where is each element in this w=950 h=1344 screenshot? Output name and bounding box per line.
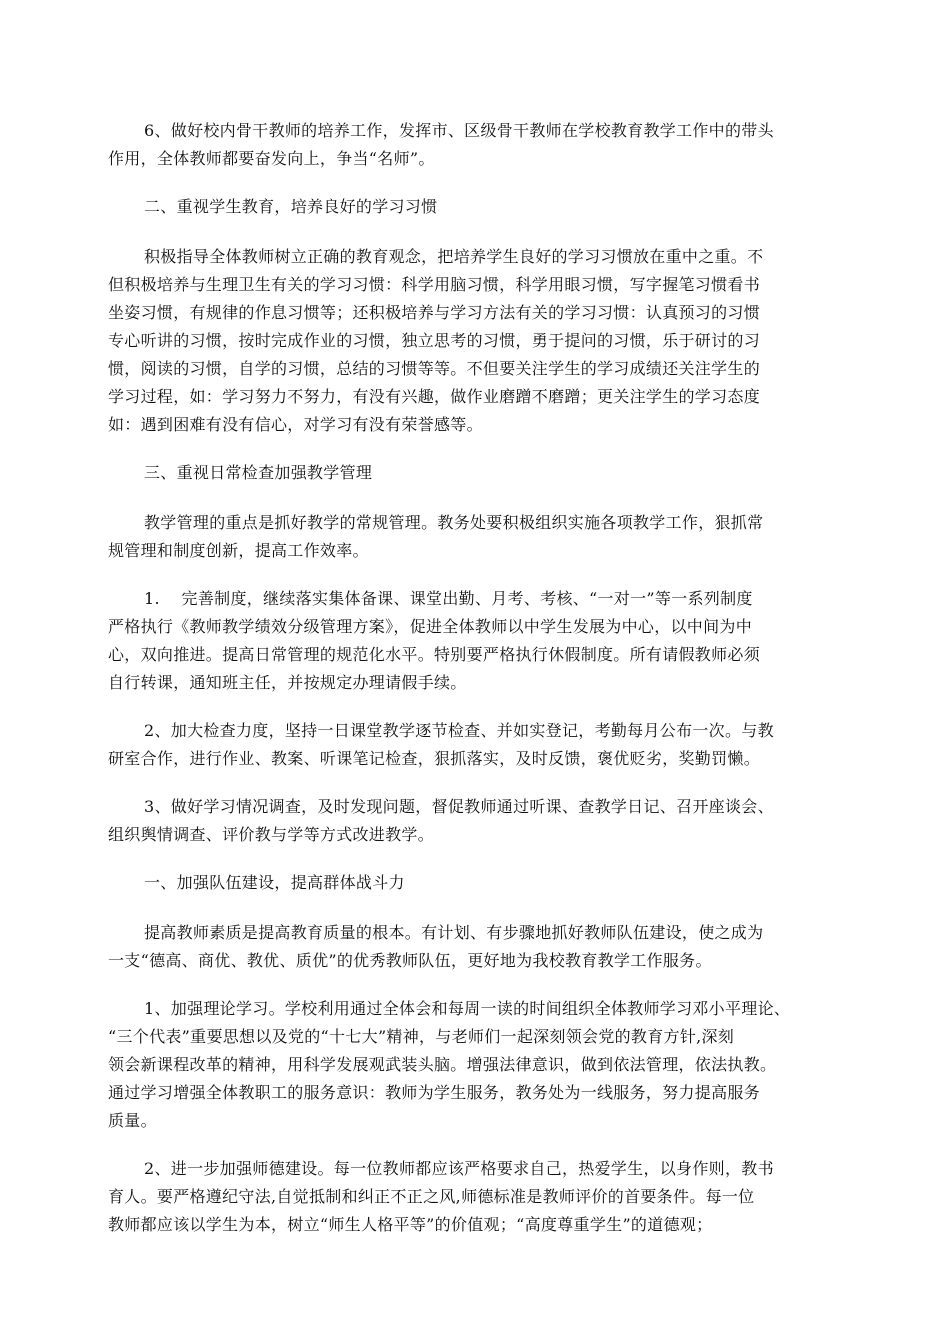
text-line: 积极指导全体教师树立正确的教育观念，把培养学生良好的学习习惯放在重中之重。不 xyxy=(144,247,764,266)
body-paragraph xyxy=(108,243,842,439)
text-line: 一支“德高、商优、教优、质优”的优秀教师队伍，更好地为我校教育教学工作服务。 xyxy=(108,951,712,970)
text-line: 1. 完善制度，继续落实集体备课、课堂出勤、月考、考核、“一对一”等一系列制度 xyxy=(144,589,753,608)
text-line: 育人。要严格遵纪守法,自觉抵制和纠正不正之风,师德标准是教师评价的首要条件。每一位 xyxy=(108,1187,755,1206)
body-paragraph xyxy=(108,995,842,1135)
text-line: 组织舆情调查、评价教与学等方式改进教学。 xyxy=(108,825,435,844)
text-line: 1、加强理论学习。学校利用通过全体会和每周一读的时间组织全体教师学习邓小平理论、 xyxy=(144,999,791,1018)
text-line: “三个代表”重要思想以及党的“十七大”精神，与老师们一起深刻领会党的教育方针,深刻 xyxy=(108,1027,735,1046)
text-line: 3、做好学习情况调查，及时发现问题，督促教师通过听课、查教学日记、召开座谈会、 xyxy=(144,797,774,816)
text-line: 2、加大检查力度，坚持一日课堂教学逐节检查、并如实登记，考勤每月公布一次。与教 xyxy=(144,721,774,740)
text-line: 一、加强队伍建设，提高群体战斗力 xyxy=(144,873,405,892)
body-paragraph xyxy=(108,117,842,173)
text-line: 通过学习增强全体教职工的服务意识：教师为学生服务，教务处为一线服务，努力提高服务 xyxy=(108,1083,761,1102)
text-line: 6、做好校内骨干教师的培养工作，发挥市、区级骨干教师在学校教育教学工作中的带头 xyxy=(144,121,774,140)
text-line: 心，双向推进。提高日常管理的规范化水平。特别要严格执行休假制度。所有请假教师必须 xyxy=(108,645,761,664)
text-line: 2、进一步加强师德建设。每一位教师都应该严格要求自己，热爱学生，以身作则，教书 xyxy=(144,1159,774,1178)
text-line: 但积极培养与生理卫生有关的学习习惯：科学用脑习惯，科学用眼习惯，写字握笔习惯看书 xyxy=(108,275,761,294)
document-page xyxy=(108,117,842,1259)
text-line: 自行转课，通知班主任，并按规定办理请假手续。 xyxy=(108,673,467,692)
text-line: 二、重视学生教育，培养良好的学习习惯 xyxy=(144,197,438,216)
section-heading xyxy=(108,459,842,487)
text-line: 三、重视日常检查加强教学管理 xyxy=(144,463,373,482)
body-paragraph xyxy=(108,1155,842,1239)
section-heading xyxy=(108,193,842,221)
text-line: 惯，阅读的习惯，自学的习惯，总结的习惯等等。不但要关注学生的学习成绩还关注学生的 xyxy=(108,359,761,378)
body-paragraph xyxy=(108,919,842,975)
text-line: 教学管理的重点是抓好教学的常规管理。教务处要积极组织实施各项教学工作，狠抓常 xyxy=(144,513,764,532)
body-paragraph xyxy=(108,717,842,773)
text-line: 坐姿习惯，有规律的作息习惯等；还积极培养与学习方法有关的学习习惯：认真预习的习惯 xyxy=(108,303,761,322)
text-line: 专心听讲的习惯，按时完成作业的习惯，独立思考的习惯，勇于提问的习惯，乐于研讨的习 xyxy=(108,331,761,350)
text-line: 严格执行《教师教学绩效分级管理方案》，促进全体教师以中学生发展为中心，以中间为中 xyxy=(108,617,753,636)
text-line: 提高教师素质是提高教育质量的根本。有计划、有步骤地抓好教师队伍建设，使之成为 xyxy=(144,923,764,942)
body-paragraph xyxy=(108,585,842,697)
text-line: 规管理和制度创新，提高工作效率。 xyxy=(108,541,369,560)
text-line: 领会新课程改革的精神，用科学发展观武装头脑。增强法律意识，做到依法管理，依法执教。 xyxy=(108,1055,777,1074)
body-paragraph xyxy=(108,793,842,849)
text-line: 教师都应该以学生为本，树立“师生人格平等”的价值观；“高度尊重学生”的道德观； xyxy=(108,1215,713,1234)
body-paragraph xyxy=(108,509,842,565)
text-line: 如：遇到困难有没有信心，对学习有没有荣誉感等。 xyxy=(108,415,483,434)
text-line: 作用，全体教师都要奋发向上，争当“名师”。 xyxy=(108,149,435,168)
text-line: 学习过程，如：学习努力不努力，有没有兴趣，做作业磨蹭不磨蹭；更关注学生的学习态度 xyxy=(108,387,761,406)
text-line: 研室合作，进行作业、教案、听课笔记检查，狠抓落实，及时反馈，褒优贬劣，奖勤罚懒。 xyxy=(108,749,761,768)
text-line: 质量。 xyxy=(108,1111,157,1130)
section-heading xyxy=(108,869,842,897)
